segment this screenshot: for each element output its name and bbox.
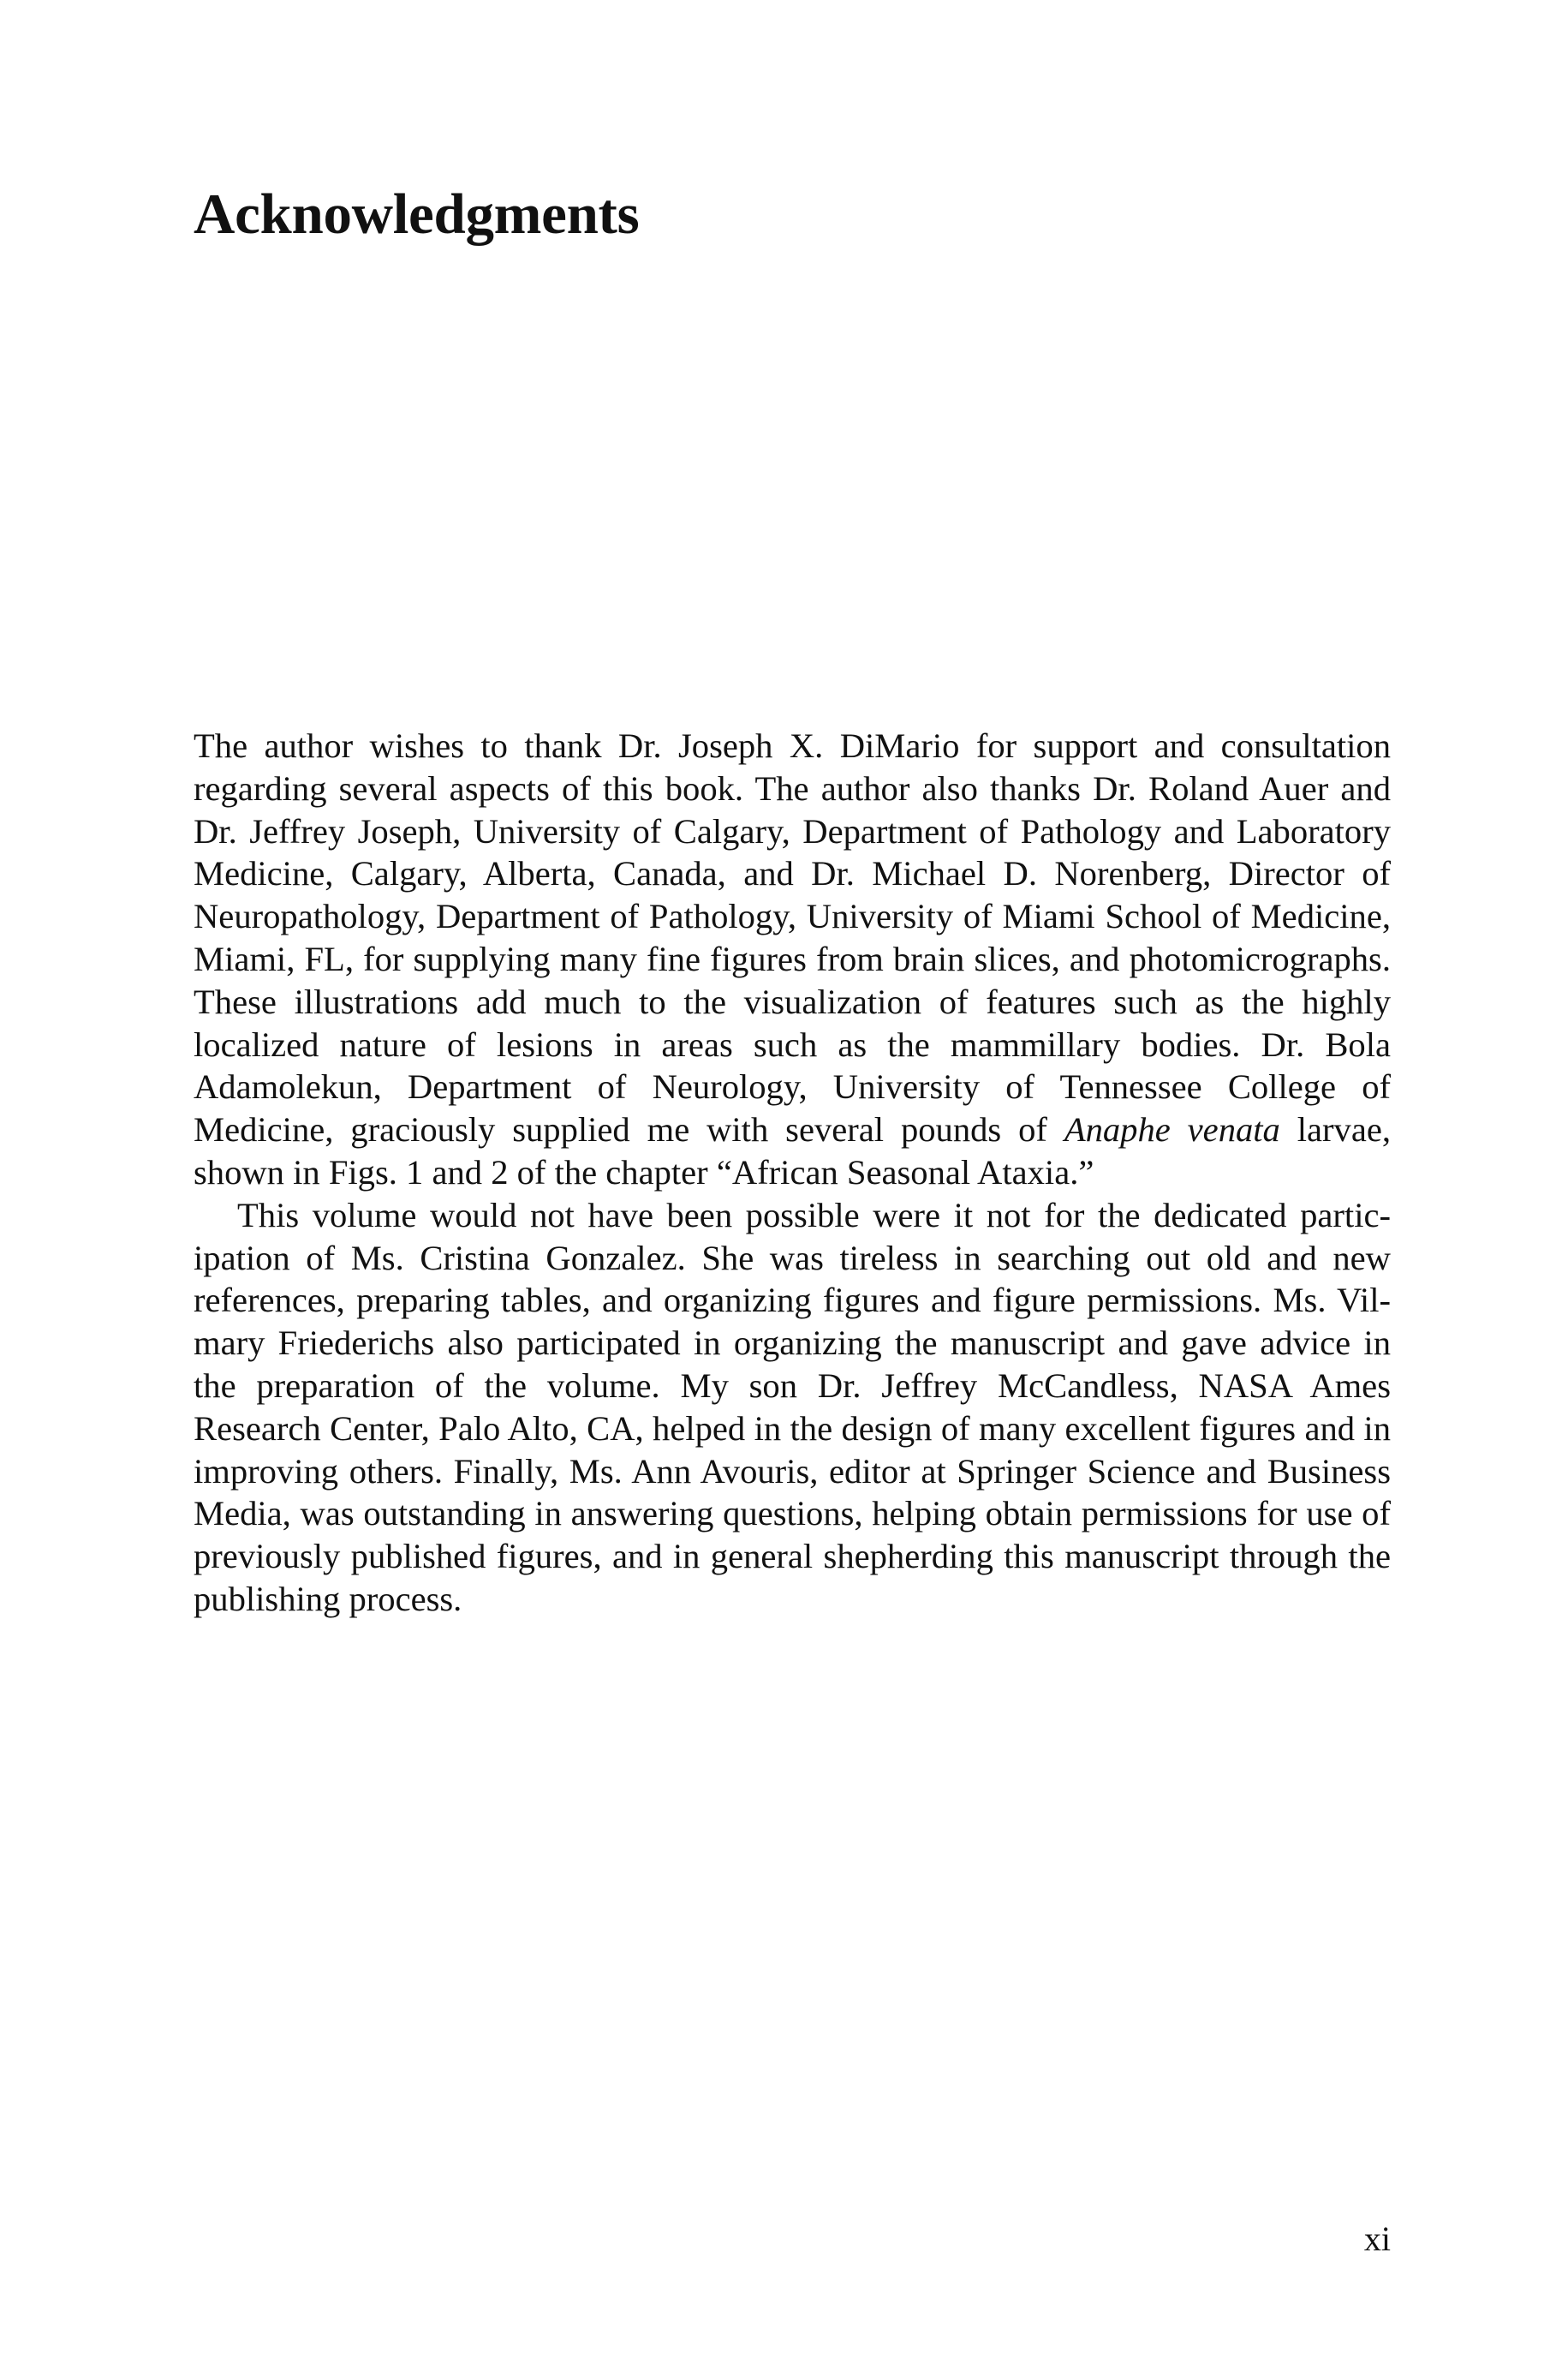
page-number: xi <box>1363 2220 1391 2258</box>
paragraph-2: This volume would not have been possible were it not for the dedicated participation of Ms. Cristina Gonzalez. She was tireless in searching out old and new references, preparing tables, and organizing figures and figure permissions. Ms. Vilmary Friederichs also participated in organizing the manuscript and gave advice in the preparation of the volume. My son Dr. Jeffrey McCandless, NASA Ames Research Center, Palo Alto, CA, helped in the design of many excellent figures and in improving others. Finally, Ms. Ann Avouris, editor at Springer Science and Business Media, was outstanding in answering questions, helping obtain permissions for use of previously published figures, and in general shepherding this manuscript through the publishing process. <box>194 1195 1391 1618</box>
paragraph-1 <box>194 725 1391 1194</box>
paragraph-1-text-start: The author wishes to thank Dr. Joseph X. DiMario for support and consultation regarding several aspects of this book. The author also thanks Dr. Roland Auer and Dr. Jeffrey Joseph, University of Calgary, Department of Pathology and Laboratory Medicine, Calgary, Alberta, Canada, and Dr. Michael D. Norenberg, Director of Neuropathology, Department of Pathology, University of Miami School of Medicine, Miami, FL, for supplying many fine figures from brain slices, and photomicrographs. These illustrations add much to the visualization of features such as the highly localized nature of lesions in areas such as the mammillary bodies. Dr. Bola Adamolekun, Department of Neurology, University of Tennessee College of Medicine, graciously supplied me with several pounds of <box>194 726 1391 1150</box>
page-title: Acknowledgments <box>194 182 640 246</box>
species-name: Anaphe venata <box>1064 1110 1280 1150</box>
paragraph-1-text-end: larvae, shown in Figs. 1 and 2 of the chapter “African Seasonal Ataxia.” <box>194 1110 1391 1192</box>
acknowledgments-body <box>194 725 1391 1621</box>
